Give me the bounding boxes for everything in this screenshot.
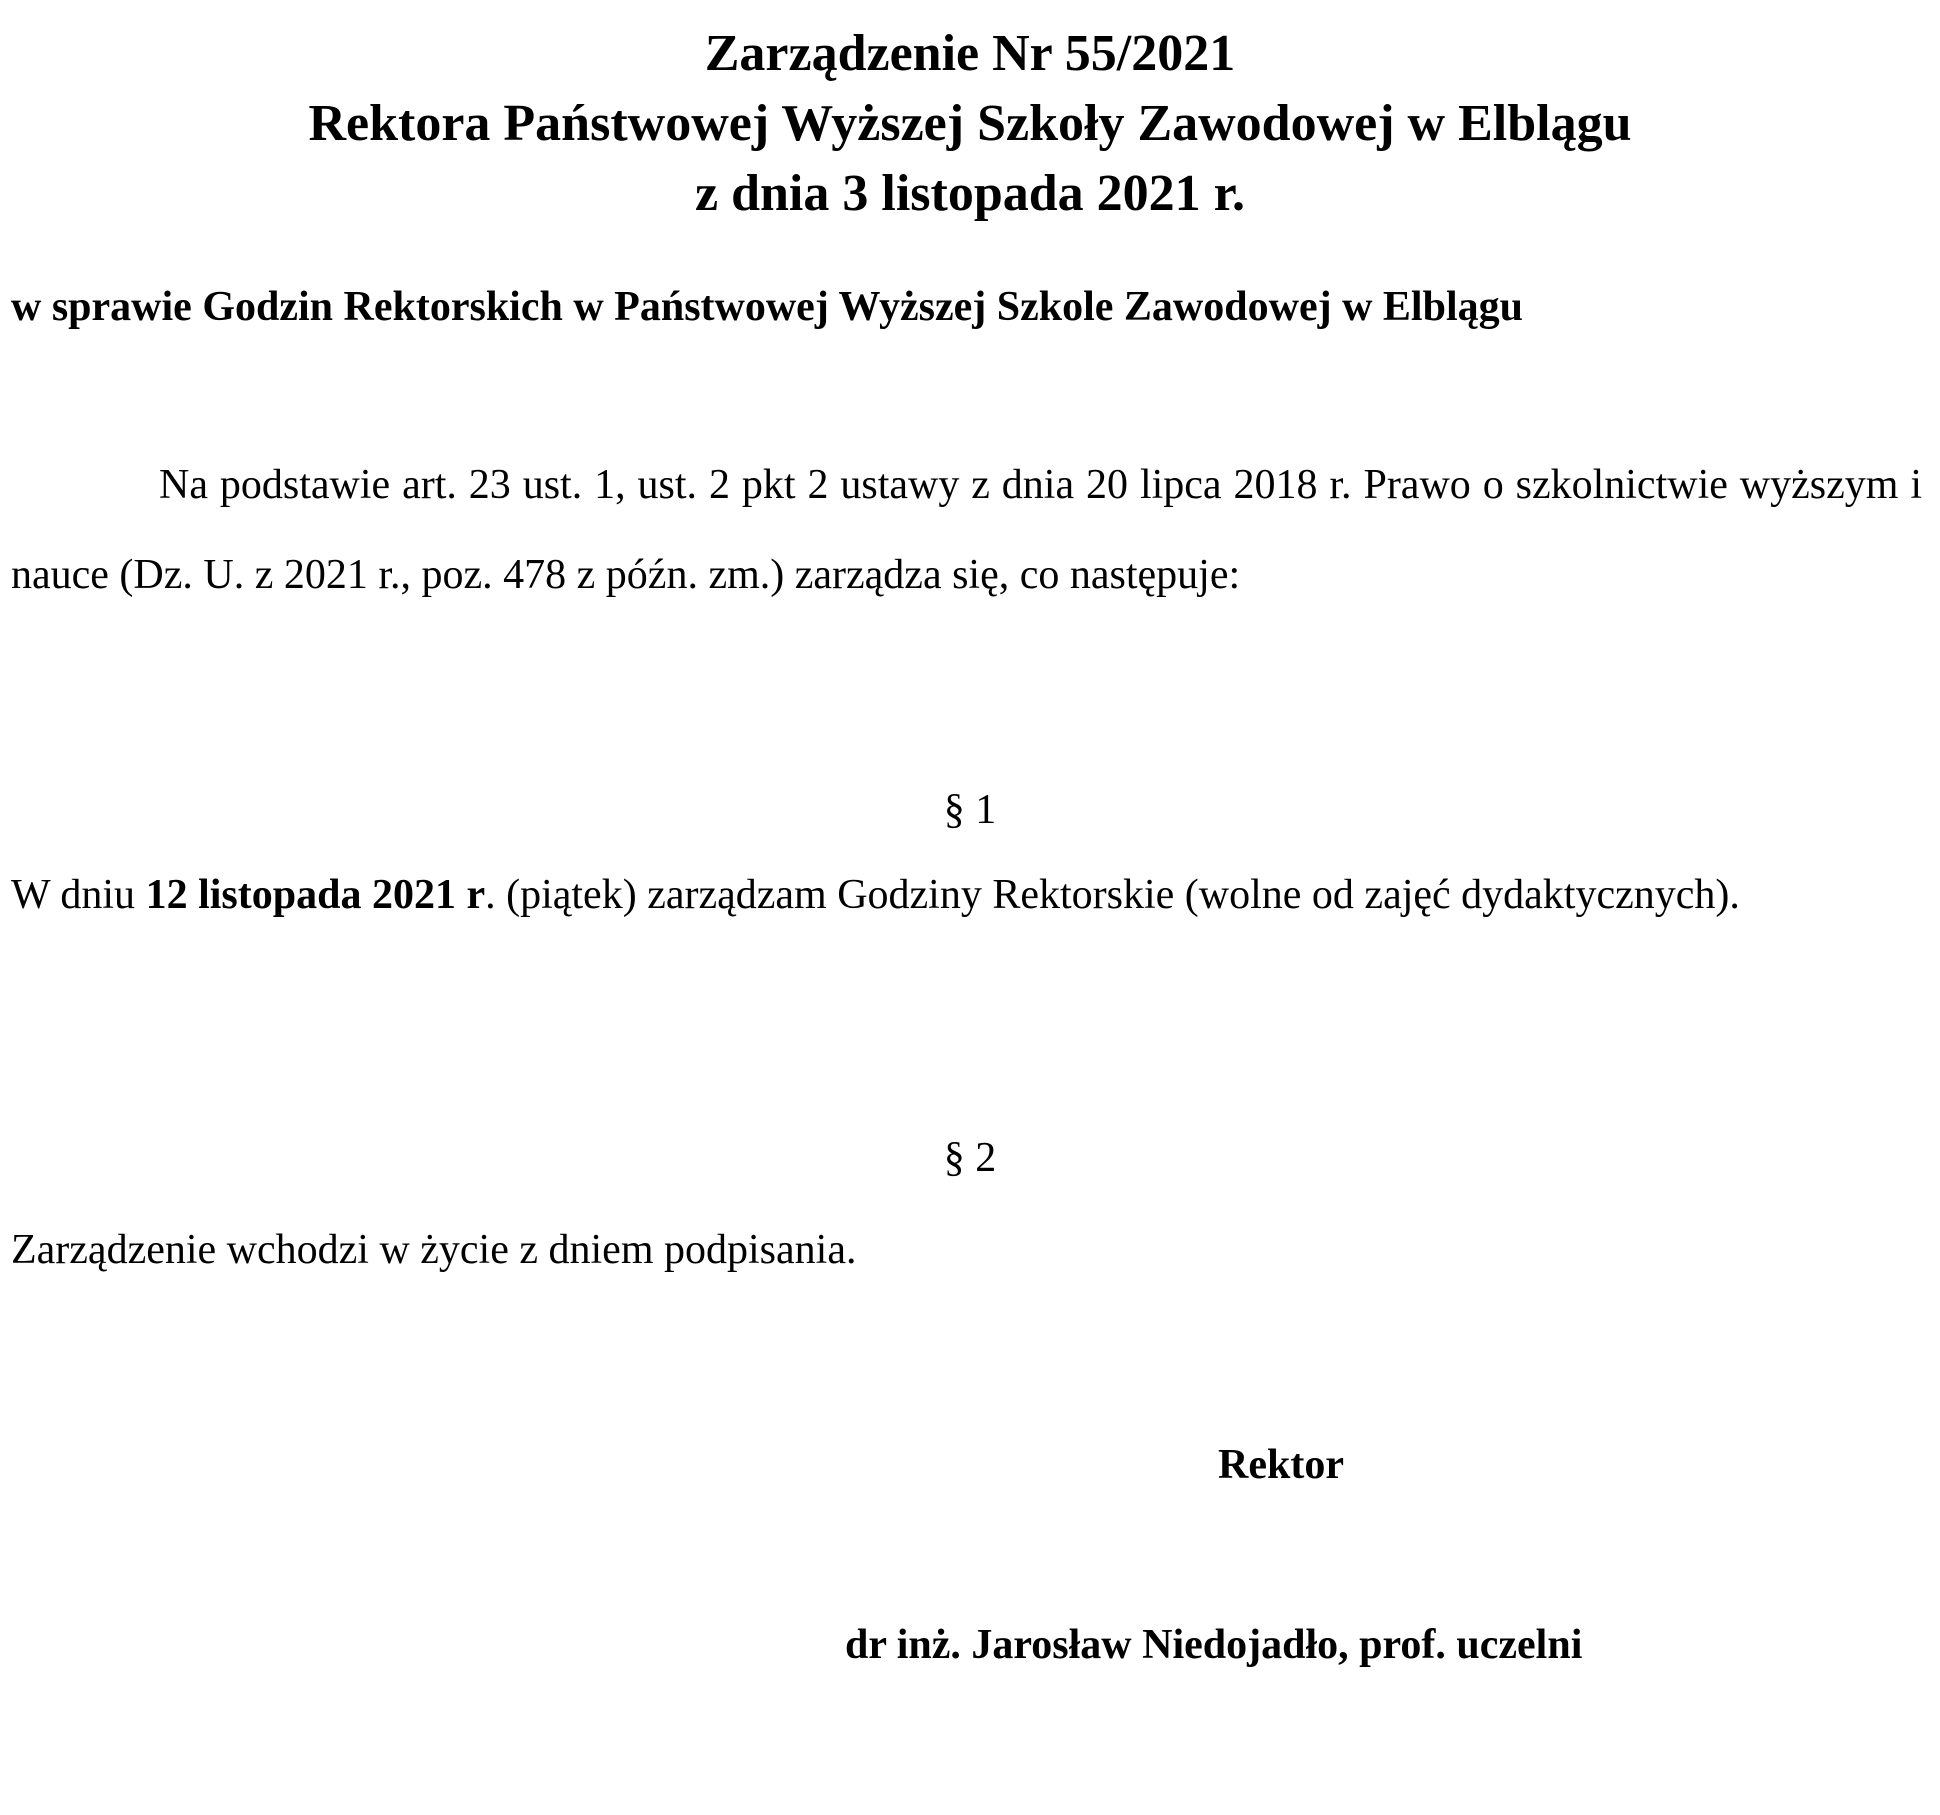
ordinance-subject: w sprawie Godzin Rektorskich w Państwowej Wyższej Szkole Zawodowej w Elblągu (11, 284, 1523, 330)
section-1-text-after: . (piątek) zarządzam Godziny Rektorskie (wolne od zajęć dydaktycznych). (485, 872, 1740, 918)
section-1-paragraph (11, 850, 1922, 940)
ordinance-number: Zarządzenie Nr 55/2021 (704, 25, 1236, 82)
section-2-symbol: § 2 (943, 1135, 997, 1181)
preamble-paragraph: Na podstawie art. 23 ust. 1, ust. 2 pkt 2 ustawy z dnia 20 lipca 2018 r. Prawo o szkolnictwie wyższym i nauce (Dz. U. z 2021 r., poz. 478 z późn. zm.) zarządza się, co następuje: (11, 462, 1922, 598)
signatory-name: dr inż. Jarosław Niedojadło, prof. uczelni (845, 1622, 1583, 1668)
section-2-paragraph: Zarządzenie wchodzi w życie z dniem podpisania. (11, 1227, 857, 1273)
signatory-title: Rektor (1218, 1442, 1344, 1488)
section-2-mark (0, 1133, 1940, 1183)
section-1-symbol: § 1 (943, 787, 997, 833)
ordinance-issuer: Rektora Państwowej Wyższej Szkoły Zawodowej w Elblągu (308, 95, 1632, 152)
section-1-mark (0, 785, 1940, 835)
section-1-text-before: W dniu (11, 872, 146, 918)
ordinance-date: z dnia 3 listopada 2021 r. (695, 165, 1245, 222)
section-1-date: 12 listopada 2021 r (145, 872, 486, 918)
